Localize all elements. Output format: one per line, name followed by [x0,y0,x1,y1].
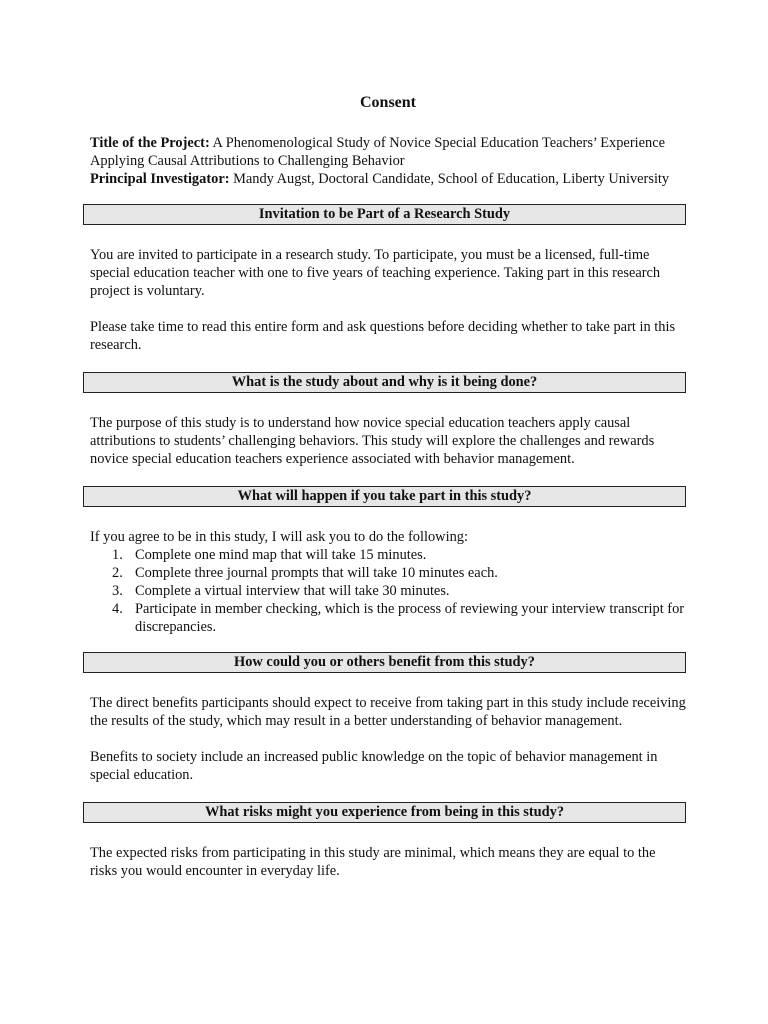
list-text: Complete one mind map that will take 15 minutes. [135,547,427,563]
list-number: 1. [112,547,123,563]
section-heading-risks: What risks might you experience from being in this study? [83,802,686,823]
consent-document [90,92,686,896]
procedure-list [90,546,686,636]
project-title-value: A Phenomenological Study of Novice Special Education Teachers’ Experience Applying Causal Attributions to Challenging Behavior [90,135,665,169]
paragraph: Please take time to read this entire form and ask questions before deciding whether to take part in this research. [90,319,676,353]
paragraph: The purpose of this study is to understand how novice special education teachers apply causal attributions to students’ challenging behaviors. This study will explore the challenges and rewards novice special education teachers experience associated with behavior management. [90,415,655,467]
section-heading-procedures: What will happen if you take part in this study? [83,486,686,507]
list-text: Participate in member checking, which is the process of reviewing your interview transcript for discrepancies. [135,601,685,635]
paragraph: The expected risks from participating in this study are minimal, which means they are equal to the risks you would encounter in everyday life. [90,845,656,879]
list-number: 3. [112,583,123,599]
section-heading-benefits: How could you or others benefit from this study? [83,652,686,673]
project-meta [90,134,686,188]
project-title-label: Title of the Project: [90,135,210,151]
list-intro: If you agree to be in this study, I will ask you to do the following: [90,529,468,545]
list-item [90,564,686,582]
list-item [90,546,686,564]
page-title: Consent [359,94,416,111]
list-text: Complete three journal prompts that will take 10 minutes each. [135,565,498,581]
section-heading-invitation: Invitation to be Part of a Research Study [83,204,686,225]
paragraph: You are invited to participate in a research study. To participate, you must be a licensed, full-time special education teacher with one to five years of teaching experience. Taking part in this research project is voluntary. [90,247,661,299]
list-item [90,582,686,600]
list-text: Complete a virtual interview that will take 30 minutes. [135,583,450,599]
investigator-label: Principal Investigator: [90,171,230,187]
list-number: 4. [112,601,123,617]
section-heading-study-about: What is the study about and why is it being done? [83,372,686,393]
list-number: 2. [112,565,123,581]
paragraph: Benefits to society include an increased public knowledge on the topic of behavior management in special education. [90,749,658,783]
investigator-value: Mandy Augst, Doctoral Candidate, School of Education, Liberty University [229,171,670,187]
paragraph: The direct benefits participants should expect to receive from taking part in this study include receiving the results of the study, which may result in a better understanding of behavior management. [90,695,686,729]
investigator-line [90,170,686,188]
project-title-line [90,134,686,170]
list-item [90,600,686,636]
